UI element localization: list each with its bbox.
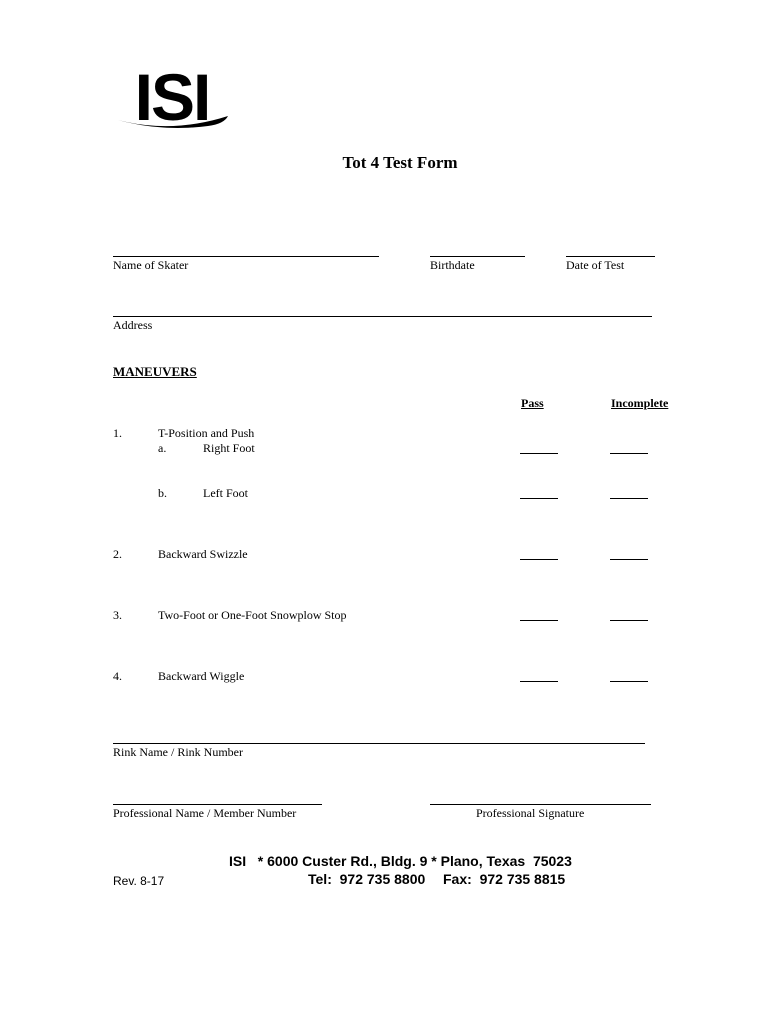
maneuver-number-3: 3. [113,608,122,622]
revision-label: Rev. 8-17 [113,874,165,888]
maneuvers-heading: MANEUVERS [113,364,197,379]
name-of-skater-label: Name of Skater [113,258,189,272]
logo-text: ISI [134,60,210,132]
birthdate-line[interactable] [430,256,525,257]
incomplete-blank-3[interactable] [610,620,648,621]
maneuver-number-1: 1. [113,426,122,440]
date-of-test-line[interactable] [566,256,655,257]
professional-signature-line[interactable] [430,804,651,805]
maneuver-sub-text-1a: Right Foot [203,441,255,455]
date-of-test-label: Date of Test [566,258,625,272]
incomplete-blank-2[interactable] [610,559,648,560]
professional-name-line[interactable] [113,804,322,805]
maneuver-text-1: T-Position and Push [158,426,255,440]
professional-name-label: Professional Name / Member Number [113,806,297,820]
pass-blank-3[interactable] [520,620,558,621]
incomplete-blank-4[interactable] [610,681,648,682]
name-of-skater-line[interactable] [113,256,379,257]
pass-column-header: Pass [521,396,544,410]
maneuver-text-3: Two-Foot or One-Foot Snowplow Stop [158,608,347,622]
birthdate-label: Birthdate [430,258,475,272]
professional-signature-label: Professional Signature [476,806,585,820]
incomplete-blank-1a[interactable] [610,453,648,454]
address-line[interactable] [113,316,652,317]
pass-blank-2[interactable] [520,559,558,560]
maneuver-number-4: 4. [113,669,122,683]
pass-blank-1a[interactable] [520,453,558,454]
maneuver-sub-letter-1b: b. [158,486,167,500]
incomplete-column-header: Incomplete [611,396,669,410]
rink-line[interactable] [113,743,645,744]
maneuver-sub-text-1b: Left Foot [203,486,248,500]
maneuver-number-2: 2. [113,547,122,561]
form-title: Tot 4 Test Form [342,153,458,172]
maneuver-text-2: Backward Swizzle [158,547,248,561]
maneuver-sub-letter-1a: a. [158,441,167,455]
maneuver-text-4: Backward Wiggle [158,669,245,683]
pass-blank-4[interactable] [520,681,558,682]
isi-logo [112,60,232,132]
footer-address: ISI * 6000 Custer Rd., Bldg. 9 * Plano, Texas 75023 [229,853,572,869]
footer-fax: Fax: 972 735 8815 [443,871,566,887]
isi-logo-graphic [112,60,232,132]
pass-blank-1b[interactable] [520,498,558,499]
address-label: Address [113,318,153,332]
incomplete-blank-1b[interactable] [610,498,648,499]
rink-label: Rink Name / Rink Number [113,745,243,759]
footer-tel: Tel: 972 735 8800 [308,871,426,887]
